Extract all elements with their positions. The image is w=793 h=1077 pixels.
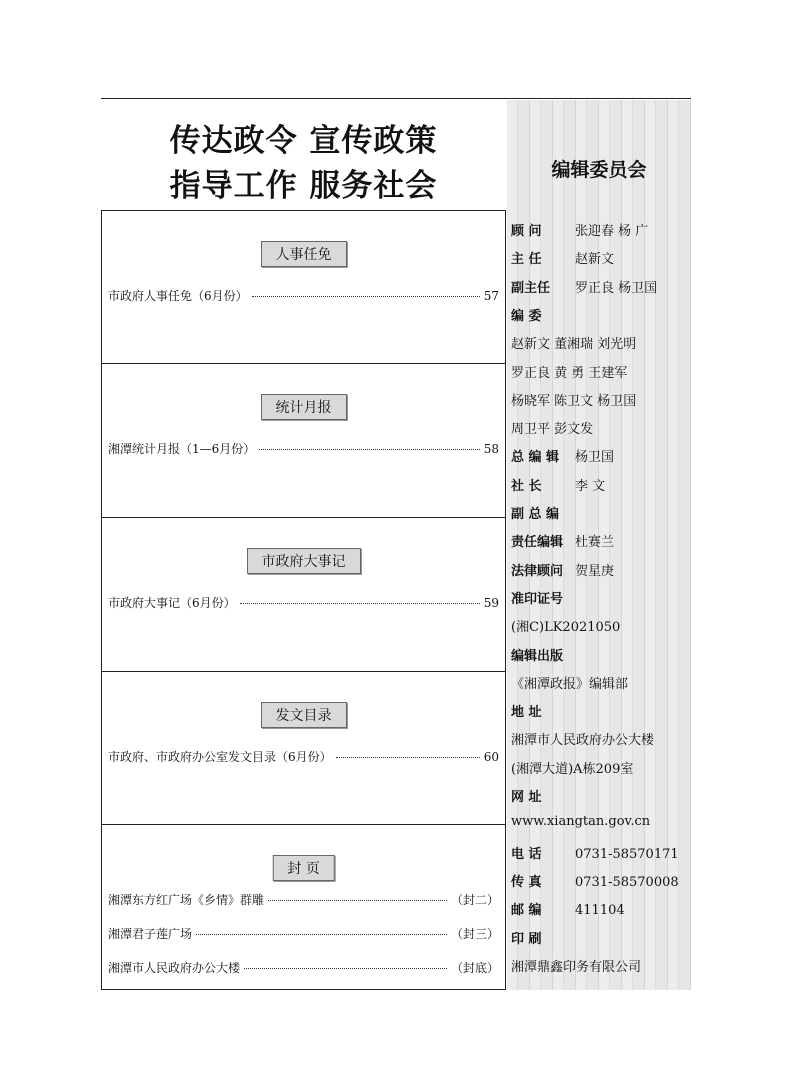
entry-title: 湘潭市人民政府办公大楼 — [108, 961, 241, 975]
committee-value: 贺星庚 — [575, 563, 615, 579]
committee-value: 《湘潭政报》编辑部 — [511, 676, 629, 692]
section-title: 市政府大事记 — [247, 548, 361, 574]
committee-value: (湘潭大道)A栋209室 — [511, 761, 634, 777]
entry-page: 58 — [483, 442, 499, 456]
committee-value: 赵新文 — [575, 252, 615, 268]
entry-title: 湘潭君子莲广场 — [108, 927, 193, 941]
committee-value: 罗正良 黄 勇 王建军 — [511, 365, 628, 381]
committee-value: 张迎春 杨 广 — [575, 224, 649, 239]
committee-value: 0731-58570171 — [575, 846, 679, 862]
committee-label: 总 编 辑 — [511, 450, 560, 466]
committee-row — [511, 560, 614, 579]
committee-label: 印 刷 — [511, 931, 542, 947]
entry-title: 湘潭统计月报（1—6月份） — [108, 442, 256, 456]
leader-dots — [244, 967, 447, 969]
leader-dots — [252, 295, 480, 297]
slogan-line-2: 指导工作 服务社会 — [169, 168, 438, 204]
top-rule — [101, 98, 691, 99]
committee-row — [511, 277, 657, 296]
entry-title: 市政府大事记（6月份） — [108, 596, 236, 610]
committee-value: 罗正良 杨卫国 — [575, 280, 658, 296]
committee-row — [511, 956, 641, 975]
committee-row — [511, 503, 575, 522]
committee-row — [511, 843, 679, 862]
committee-label: 网 址 — [511, 790, 542, 805]
committee-value: 杨晓军 陈卫文 杨卫国 — [511, 393, 637, 409]
entry-page: （封三） — [450, 927, 499, 941]
entry-title: 市政府、市政府办公室发文目录（6月份） — [108, 750, 332, 764]
committee-label: 法律顾问 — [511, 563, 564, 579]
committee-row — [511, 475, 605, 494]
committee-row — [511, 645, 575, 664]
committee-row — [511, 814, 650, 829]
toc-entry[interactable] — [108, 925, 499, 942]
committee-label: 社 长 — [511, 478, 542, 494]
toc-section — [102, 672, 505, 825]
committee-value: 杨卫国 — [575, 450, 615, 466]
committee-row — [511, 758, 633, 777]
committee-row — [511, 588, 575, 607]
committee-row — [511, 616, 620, 635]
toc-entry[interactable] — [108, 959, 499, 976]
leader-dots — [196, 933, 447, 935]
committee-row — [511, 418, 593, 437]
committee-value: 赵新文 董湘瑞 刘光明 — [511, 337, 637, 353]
entry-title: 湘潭东方红广场《乡情》群雕 — [108, 893, 265, 907]
committee-label: 主 任 — [511, 252, 542, 268]
committee-row — [511, 928, 575, 947]
entry-page: （封底） — [450, 961, 499, 975]
section-title: 统计月报 — [261, 394, 347, 420]
committee-row — [511, 531, 614, 550]
committee-row — [511, 729, 654, 748]
committee-label: 副主任 — [511, 280, 551, 296]
entry-page: 60 — [483, 750, 499, 764]
slogan-line-1: 传达政令 宣传政策 — [169, 123, 438, 159]
committee-row — [511, 220, 648, 239]
committee-row — [511, 673, 628, 692]
section-title: 发文目录 — [261, 702, 347, 728]
committee-row — [511, 333, 636, 352]
committee-value: 湘潭鼎鑫印务有限公司 — [511, 959, 642, 975]
entry-title: 市政府人事任免（6月份） — [108, 289, 248, 303]
leader-dots — [268, 899, 447, 901]
committee-row — [511, 871, 679, 890]
committee-row — [511, 701, 575, 720]
committee-value: 0731-58570008 — [575, 874, 679, 890]
table-of-contents — [101, 210, 506, 990]
committee-label: 电 话 — [511, 846, 542, 862]
toc-section — [102, 825, 505, 991]
toc-entry[interactable] — [108, 287, 499, 304]
committee-label: 副 总 编 — [511, 507, 560, 522]
committee-value: 411104 — [575, 903, 625, 919]
committee-label: 传 真 — [511, 874, 542, 890]
committee-row — [511, 362, 627, 381]
leader-dots — [336, 756, 480, 758]
toc-entry[interactable] — [108, 891, 499, 908]
toc-entry[interactable] — [108, 594, 499, 611]
leader-dots — [240, 602, 480, 604]
leader-dots — [259, 448, 479, 450]
committee-row — [511, 899, 625, 918]
committee-row — [511, 390, 636, 409]
toc-entry[interactable] — [108, 748, 499, 765]
toc-entry[interactable] — [108, 440, 499, 457]
committee-label: 编辑出版 — [511, 648, 564, 664]
committee-label: 责任编辑 — [511, 535, 564, 551]
toc-section — [102, 364, 505, 518]
committee-value: www.xiangtan.gov.cn — [511, 814, 651, 830]
toc-section — [102, 518, 505, 672]
committee-row — [511, 248, 614, 267]
committee-label: 顾 问 — [511, 224, 542, 239]
entry-page: （封二） — [450, 893, 499, 907]
committee-value: 杜赛兰 — [575, 535, 615, 551]
committee-label: 邮 编 — [511, 903, 542, 919]
section-title: 封 页 — [272, 855, 334, 881]
entry-page: 59 — [483, 596, 499, 610]
committee-value: 湘潭市人民政府办公大楼 — [511, 733, 655, 749]
entry-page: 57 — [483, 289, 499, 303]
committee-row — [511, 446, 614, 465]
committee-label: 地 址 — [511, 705, 542, 721]
committee-value: 李 文 — [575, 478, 606, 494]
committee-title: 编辑委员会 — [551, 159, 647, 181]
committee-label: 准印证号 — [511, 591, 564, 607]
committee-value: 周卫平 彭文发 — [511, 422, 594, 438]
section-title: 人事任免 — [261, 241, 347, 267]
committee-row — [511, 786, 575, 805]
toc-section — [102, 211, 505, 364]
committee-row — [511, 305, 575, 324]
committee-value: (湘C)LK2021050 — [511, 620, 621, 636]
committee-label: 编 委 — [511, 308, 542, 324]
